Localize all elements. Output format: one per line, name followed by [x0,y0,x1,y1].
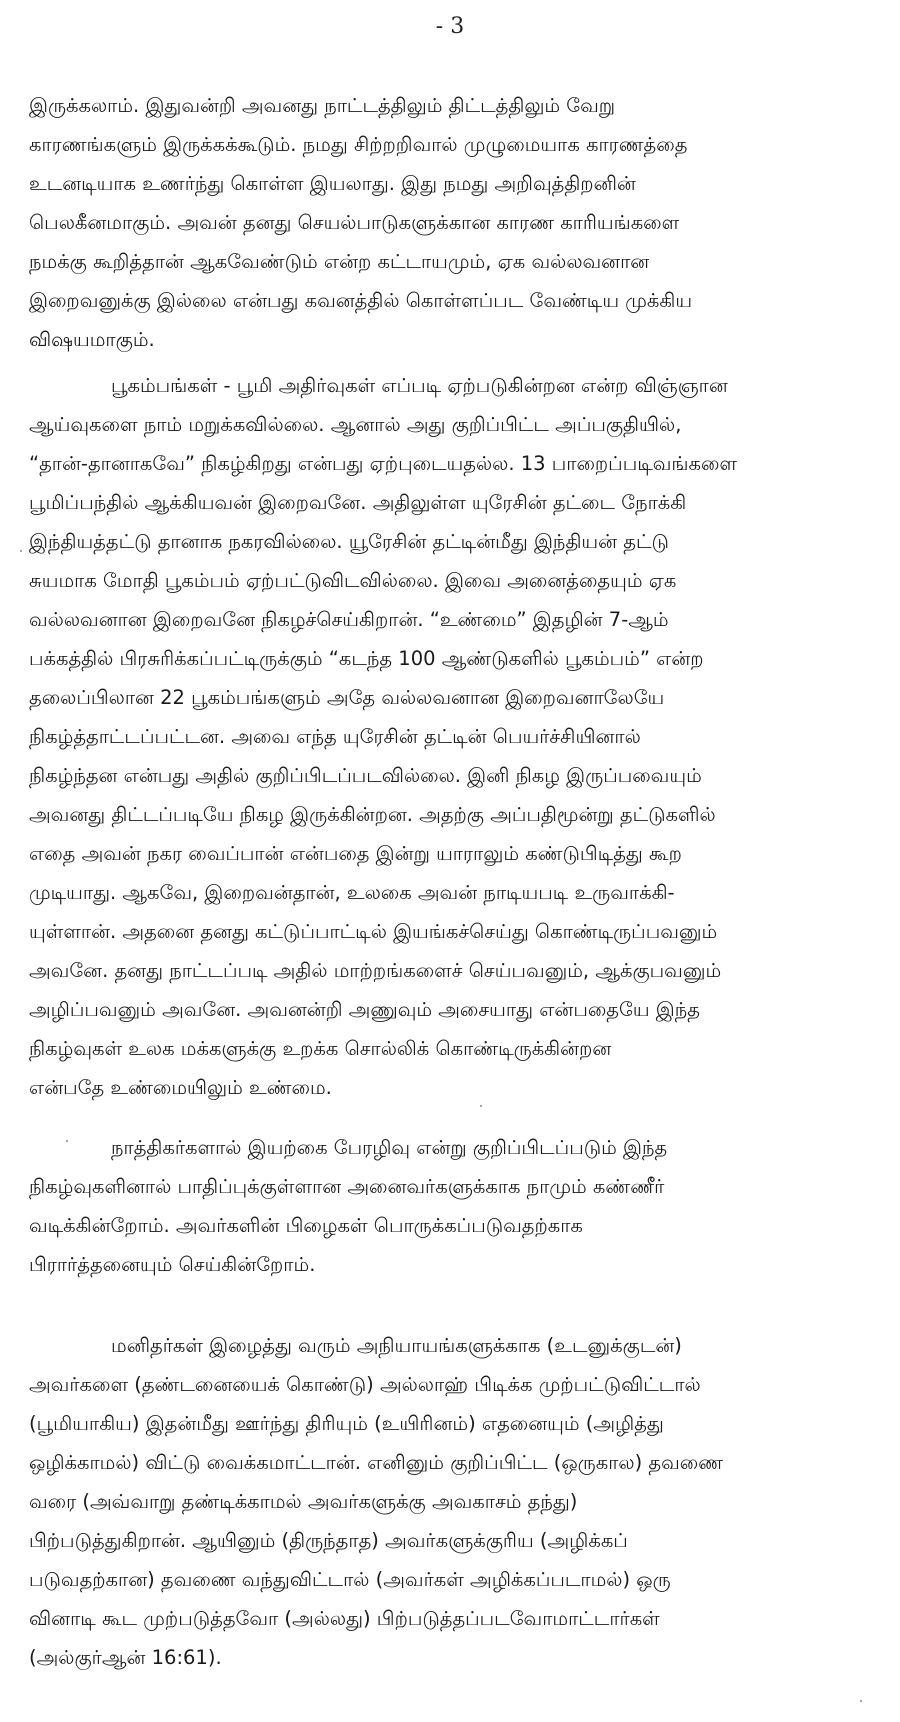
text-line: வினாடி கூட முற்படுத்தவோ (அல்லது) பிற்படுத்தப்படவோமாட்டார்கள் [29,1607,660,1630]
text-line: பிற்படுத்துகிறான். ஆயினும் (திருந்தாத) அவர்களுக்குரிய (அழிக்கப் [29,1529,628,1552]
paragraph-condolence [29,1128,849,1284]
text-line: இருக்கலாம். இதுவன்றி அவனது நாட்டத்திலும் திட்டத்திலும் வேறு [29,94,616,117]
text-line: காரணங்களும் இருக்கக்கூடும். நமது சிற்றறிவால் முழுமையாக காரணத்தை [29,133,688,156]
text-line: “தான்-தானாகவே” நிகழ்கிறது என்பது ஏற்புடையதல்ல. 13 பாறைப்படிவங்களை [29,452,737,475]
text-line: சுயமாக மோதி பூகம்பம் ஏற்பட்டுவிடவில்லை. இவை அனைத்தையும் ஏக [29,569,677,592]
text-line: விஷயமாகும். [29,328,155,351]
text-line: இந்தியத்தட்டு தானாக நகரவில்லை. யூரேசின் தட்டின்மீது இந்தியன் தட்டு [29,530,669,553]
text-line: என்பதே உண்மையிலும் உண்மை. [29,1076,332,1099]
text-line: தலைப்பிலான 22 பூகம்பங்களும் அதே வல்லவனான இறைவனாலேயே [29,686,665,709]
paragraph-earthquakes [29,366,849,1107]
text-line: (பூமியாகிய) இதன்மீது ஊர்ந்து திரியும் (உயிரினம்) எதனையும் (அழித்து [29,1412,664,1435]
text-line: வல்லவனான இறைவனே நிகழச்செய்கிறான். “உண்மை” இதழின் 7-ஆம் [29,608,669,631]
text-line: நிகழ்த்தாட்டப்பட்டன. அவை எந்த யுரேசின் தட்டின் பெயர்ச்சியினால் [29,725,641,748]
text-line: பிரார்த்தனையும் செய்கின்றோம். [29,1253,316,1276]
text-line: பூகம்பங்கள் - பூமி அதிர்வுகள் எப்படி ஏற்படுகின்றன என்ற விஞ்ஞான [111,374,728,397]
text-line: (அல்குர்ஆன் 16:61). [29,1646,222,1669]
text-line: பெலகீனமாகும். அவன் தனது செயல்பாடுகளுக்கான காரண காரியங்களை [29,211,680,234]
text-line: படுவதற்கான) தவணை வந்துவிட்டால் (அவர்கள் அழிக்கப்படாமல்) ஒரு [29,1568,671,1591]
text-line: பக்கத்தில் பிரசுரிக்கப்பட்டிருக்கும் “கடந்த 100 ஆண்டுகளில் பூகம்பம்” என்ற [29,647,704,670]
text-line: நாத்திகர்களால் இயற்கை பேரழிவு என்று குறிப்பிடப்படும் இந்த [111,1136,668,1159]
text-line: நிகழ்வுகள் உலக மக்களுக்கு உறக்க சொல்லிக் கொண்டிருக்கின்றன [29,1037,612,1060]
text-line: நமக்கு கூறித்தான் ஆகவேண்டும் என்ற கட்டாயமும், ஏக வல்லவனான [29,250,650,273]
text-line: வடிக்கின்றோம். அவர்களின் பிழைகள் பொருக்கப்படுவதற்காக [29,1214,583,1237]
page-number: - 3 [435,14,465,39]
text-line: அவனே. தனது நாட்டப்படி அதில் மாற்றங்களைச் செய்பவனும், ஆக்குபவனும் [29,959,722,982]
text-line: அவர்களை (தண்டனையைக் கொண்டு) அல்லாஹ் பிடிக்க முற்பட்டுவிட்டால் [29,1373,701,1396]
paragraph-divine-reasons [29,86,849,359]
text-line: அவனது திட்டப்படியே நிகழ இருக்கின்றன. அதற்கு அப்பதிமூன்று தட்டுகளில் [29,803,716,826]
text-line: அழிப்பவனும் அவனே. அவனன்றி அணுவும் அசையாது என்பதையே இந்த [29,998,700,1021]
text-line: வரை (அவ்வாறு தண்டிக்காமல் அவர்களுக்கு அவகாசம் தந்து) [29,1490,578,1513]
text-line: பூமிப்பந்தில் ஆக்கியவன் இறைவனே. அதிலுள்ள யுரேசின் தட்டை நோக்கி [29,491,687,514]
text-line: முடியாது. ஆகவே, இறைவன்தான், உலகை அவன் நாடியபடி உருவாக்கி- [29,881,675,904]
scan-speck [860,1700,862,1702]
text-line: நிகழ்ந்தன என்பது அதில் குறிப்பிடப்படவில்லை. இனி நிகழ இருப்பவையும் [29,764,702,787]
text-line: நிகழ்வுகளினால் பாதிப்புக்குள்ளான அனைவர்களுக்காக நாமும் கண்ணீர் [29,1175,665,1198]
scan-speck [480,1105,482,1107]
text-line: ஒழிக்காமல்) விட்டு வைக்கமாட்டான். எனினும் குறிப்பிட்ட (ஒருகால) தவணை [29,1451,724,1474]
text-line: மனிதர்கள் இழைத்து வரும் அநியாயங்களுக்காக (உடனுக்குடன்) [111,1334,682,1357]
text-line: எதை அவன் நகர வைப்பான் என்பதை இன்று யாராலும் கண்டுபிடித்து கூற [29,842,682,865]
scan-speck [20,550,22,552]
text-line: ஆய்வுகளை நாம் மறுக்கவில்லை. ஆனால் அது குறிப்பிட்ட அப்பகுதியில், [29,413,682,436]
text-line: உடனடியாக உணர்ந்து கொள்ள இயலாது. இது நமது அறிவுத்திறனின் [29,172,636,195]
text-line: இறைவனுக்கு இல்லை என்பது கவனத்தில் கொள்ளப்பட வேண்டிய முக்கிய [29,289,693,312]
text-line: யுள்ளான். அதனை தனது கட்டுப்பாட்டில் இயங்கச்செய்து கொண்டிருப்பவனும் [29,920,718,943]
paragraph-quran-quote [29,1326,849,1677]
scan-speck [66,1140,68,1142]
